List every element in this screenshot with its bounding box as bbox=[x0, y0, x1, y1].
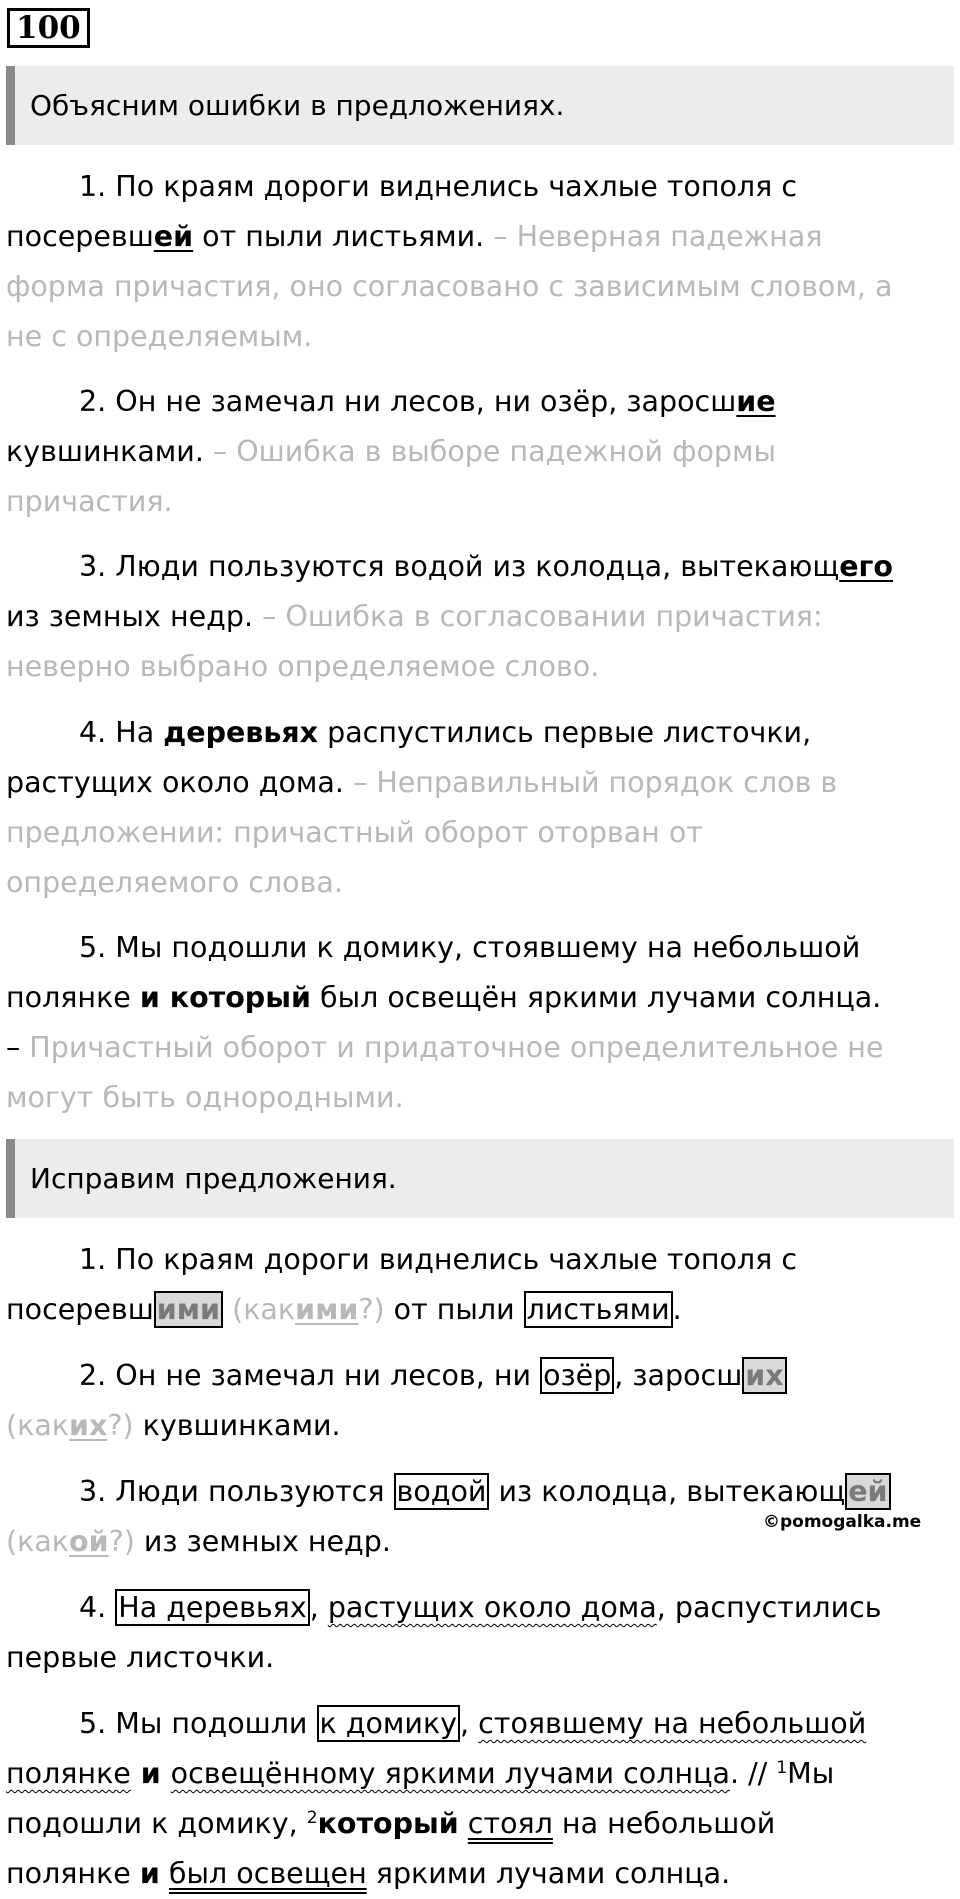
error-ending: ей bbox=[153, 220, 194, 253]
participial-phrase: стоявшему на небольшой bbox=[478, 1707, 867, 1740]
bold-word: и который bbox=[139, 981, 311, 1014]
section-header-fix: Исправим предложения. bbox=[6, 1139, 954, 1218]
fix-item-2: 2. Он не замечал ни лесов, ни озёр , заросш их (каких?) кувшинками. bbox=[6, 1351, 948, 1451]
error-item-1: 1. По краям дороги виднелись чахлые тополя с посеревшей от пыли листьями. – Неверная падежная форма причастия, оно согласовано с зависимым словом, а не с определяемым. bbox=[6, 170, 893, 353]
fix-item-3: 3. Люди пользуются водой из колодца, вытекающ ей (какой?) из земных недр. bbox=[6, 1467, 948, 1567]
boxed-ending: ими bbox=[154, 1291, 223, 1328]
participial-phrase: освещённому яркими лучами солнца bbox=[170, 1757, 730, 1790]
item-number: 1. bbox=[79, 170, 107, 203]
predicate: стоял bbox=[467, 1807, 553, 1840]
task-number: 100 bbox=[7, 8, 90, 48]
error-item-4: 4. На деревьях распустились первые листочки, растущих около дома. – Неправильный порядок слов в предложении: причастный оборот оторван от определяемого слова. bbox=[6, 716, 838, 899]
boxed-word: водой bbox=[394, 1473, 490, 1510]
participial-phrase: растущих около дома bbox=[327, 1591, 657, 1624]
error-ending: его bbox=[839, 550, 893, 583]
section-header-explain: Объясним ошибки в предложениях. bbox=[6, 66, 954, 145]
fix-item-4: 4. На деревьях , растущих около дома, распустились первые листочки. bbox=[6, 1591, 882, 1674]
bold-word: деревьях bbox=[163, 716, 319, 749]
watermark: ©pomogalka.me bbox=[763, 1512, 922, 1532]
explanation: – Ошибка в согласовании причастия: bbox=[253, 600, 823, 633]
boxed-word: На деревьях bbox=[115, 1589, 309, 1626]
explanation: Причастный оборот и придаточное определительное не bbox=[20, 1031, 884, 1064]
boxed-word: озёр bbox=[540, 1357, 614, 1394]
error-ending: ие bbox=[736, 385, 776, 418]
error-item-3: 3. Люди пользуются водой из колодца, вытекающего из земных недр. – Ошибка в согласовании причастия: неверно выбрано определяемое слово. bbox=[6, 550, 893, 683]
explanation: – Неверная падежная bbox=[484, 220, 823, 253]
error-item-2: 2. Он не замечал ни лесов, ни озёр, заросшие кувшинками. – Ошибка в выборе падежной формы причастия. bbox=[6, 385, 777, 518]
predicate: был освещен bbox=[168, 1857, 367, 1890]
boxed-word: к домику bbox=[317, 1705, 461, 1742]
explanation: – Неправильный порядок слов в bbox=[343, 766, 838, 799]
boxed-word: листьями bbox=[524, 1291, 673, 1328]
error-item-5: 5. Мы подошли к домику, стоявшему на небольшой полянке и который был освещён яркими лучами солнца. – Причастный оборот и придаточное определительное не могут быть однородными. bbox=[6, 931, 884, 1114]
boxed-ending: ей bbox=[845, 1473, 890, 1510]
boxed-ending: их bbox=[742, 1357, 786, 1394]
fix-item-5: 5. Мы подошли к домику , стоявшему на небольшой полянке и освещённому яркими лучами солнца. // $^1$Мы подошли к домику, $^2$который стоял на небольшой полянке и был освещен яркими лучами солнца. bbox=[6, 1707, 867, 1890]
explanation: – Ошибка в выборе падежной формы bbox=[203, 435, 777, 468]
fix-item-1: 1. По краям дороги виднелись чахлые тополя с посеревш ими (какими?) от пыли листьями . bbox=[6, 1243, 798, 1326]
